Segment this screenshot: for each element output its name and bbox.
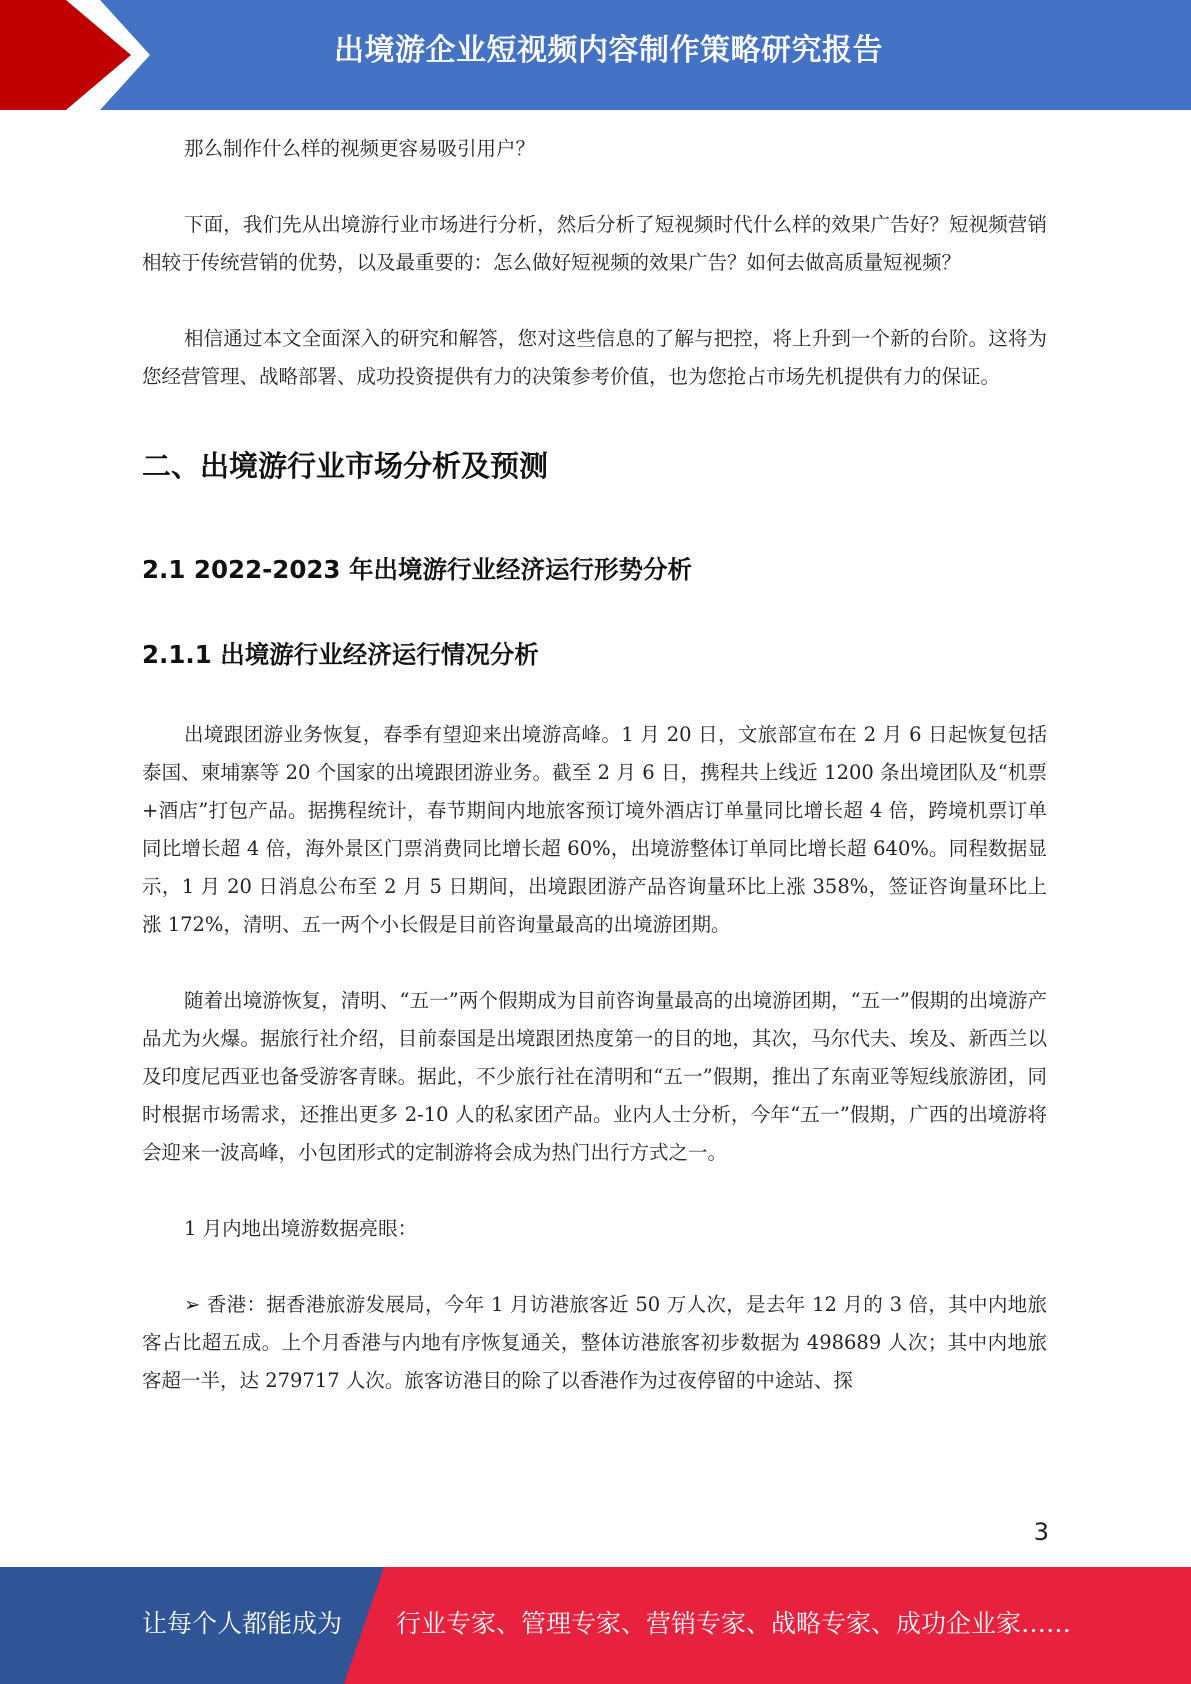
paragraph-intro-question: 那么制作什么样的视频更容易吸引用户？	[184, 137, 536, 160]
page-footer	[0, 1567, 1191, 1684]
section-heading: 二、出境游行业市场分析及预测	[142, 449, 549, 483]
page-content	[142, 130, 1047, 1400]
footer-slogan-left: 让每个人都能成为	[142, 1609, 343, 1638]
paragraph-group-tour-recovery: 出境跟团游业务恢复，春季有望迎来出境游高峰。1 月 20 日，文旅部宣布在 2 月 6 日起恢复包括泰国、柬埔寨等 20 个国家的出境跟团游业务。截至 2 月 6 日，携程共上线近 1200 条出境团队及“机票+酒店”打包产品。据携程统计，春节期间内地旅客预订境外酒店订单量同比增长超 4 倍，跨境机票订单同比增长超 4 倍，海外景区门票消费同比增长超 60%，出境游整体订单同比增长超 640%。同程数据显示，1 月 20 日消息公布至 2 月 5 日期间，出境跟团游产品咨询量环比上涨 358%，签证咨询量环比上涨 172%，清明、五一两个小长假是目前咨询量最高的出境游团期。	[142, 723, 1047, 936]
footer-slogan-right: 行业专家、管理专家、营销专家、战略专家、成功企业家……	[396, 1609, 1072, 1638]
page-header	[0, 0, 1191, 110]
paragraph-value: 相信通过本文全面深入的研究和解答，您对这些信息的了解与把控，将上升到一个新的台阶。这将为您经营管理、战略部署、成功投资提供有力的决策参考价值，也为您抢占市场先机提供有力的保证。	[142, 327, 1047, 388]
subsection-heading: 2.1 2022-2023 年出境游行业经济运行形势分析	[142, 555, 693, 584]
paragraph-january-data: 1 月内地出境游数据亮眼：	[184, 1217, 418, 1240]
report-title: 出境游企业短视频内容制作策略研究报告	[334, 33, 883, 68]
paragraph-holiday-demand: 随着出境游恢复，清明、“五一”两个假期成为目前咨询量最高的出境游团期，“五一”假期的出境游产品尤为火爆。据旅行社介绍，目前泰国是出境跟团热度第一的目的地，其次，马尔代夫、埃及、新西兰以及印度尼西亚也备受游客青睐。据此，不少旅行社在清明和“五一”假期，推出了东南亚等短线旅游团，同时根据市场需求，还推出更多 2-10 人的私家团产品。业内人士分析，今年“五一”假期，广西的出境游将会迎来一波高峰，小包团形式的定制游将会成为热门出行方式之一。	[142, 989, 1047, 1164]
subsubsection-heading: 2.1.1 出境游行业经济运行情况分析	[142, 640, 539, 669]
page-number: 3	[1033, 1518, 1049, 1546]
paragraph-outline: 下面，我们先从出境游行业市场进行分析，然后分析了短视频时代什么样的效果广告好？短视频营销相较于传统营销的优势，以及最重要的：怎么做好短视频的效果广告？如何去做高质量短视频？	[142, 213, 1047, 274]
paragraph-hongkong-bullet: ➢ 香港：据香港旅游发展局，今年 1 月访港旅客近 50 万人次，是去年 12 月的 3 倍，其中内地旅客占比超五成。上个月香港与内地有序恢复通关，整体访港旅客初步数据为 498689 人次；其中内地旅客超一半，达 279717 人次。旅客访港目的除了以香港作为过夜停留的中途站、探	[142, 1293, 1047, 1392]
